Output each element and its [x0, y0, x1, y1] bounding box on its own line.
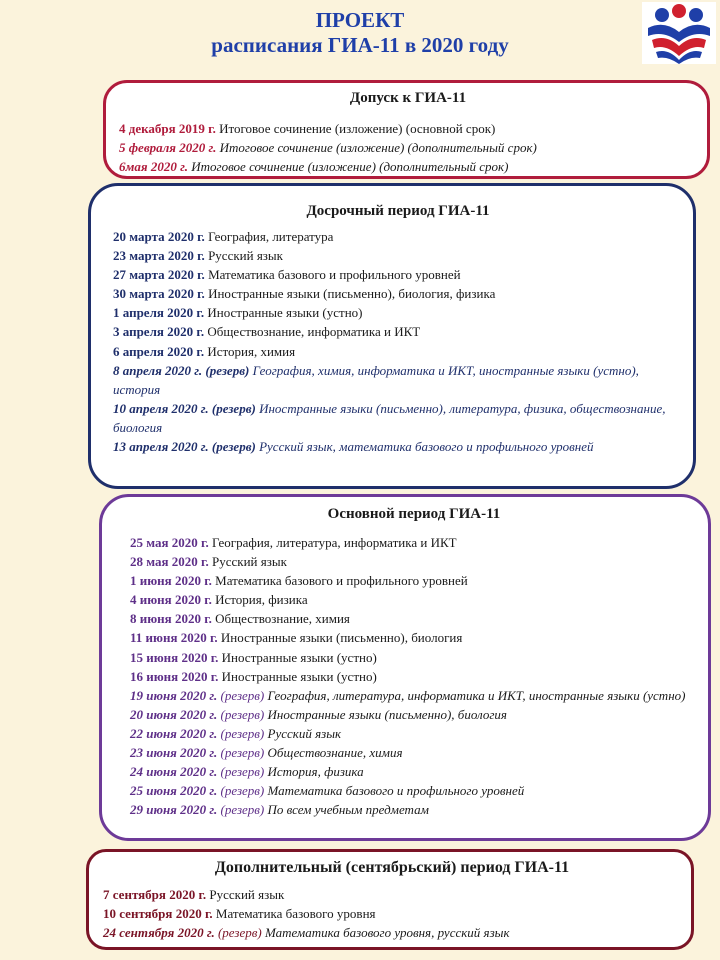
- entry-subjects: Иностранные языки (письменно), биология: [264, 706, 507, 722]
- entry-subjects: Математика базового уровня, русский язык: [261, 925, 510, 941]
- entry-subjects: География, химия, информатика и ИКТ, иностранные языки (устно), история: [113, 362, 639, 397]
- entry-subjects: Иностранные языки (письменно), биология: [217, 630, 463, 646]
- entry-date: 3 апреля 2020 г.: [113, 324, 205, 340]
- schedule-entry: [130, 571, 698, 590]
- admission-list: [119, 119, 697, 176]
- reserve-label: (резерв): [220, 745, 265, 761]
- entry-date: 10 сентября 2020 г.: [103, 906, 213, 922]
- reserve-label: (резерв): [220, 783, 265, 799]
- reserve-entry: [113, 437, 683, 456]
- entry-subjects: Математика базового и профильного уровней: [204, 267, 461, 283]
- entry-date: 11 июня 2020 г.: [130, 630, 218, 646]
- schedule-entry: [113, 303, 683, 322]
- entry-date: 20 июня 2020 г.: [130, 706, 218, 722]
- reserve-entry: [130, 686, 698, 705]
- entry-date: 4 декабря 2019 г.: [119, 121, 216, 136]
- reserve-label: (резерв): [220, 764, 265, 780]
- entry-date: 20 марта 2020 г.: [113, 229, 205, 244]
- entry-date: 28 мая 2020 г.: [130, 554, 209, 570]
- schedule-entry: [113, 342, 683, 361]
- schedule-entry: [119, 157, 697, 176]
- entry-date: 1 июня 2020 г.: [130, 573, 212, 589]
- entry-subjects: По всем учебным предметам: [264, 802, 429, 818]
- entry-subjects: Русский язык, математика базового и профильного уровней: [255, 439, 594, 455]
- schedule-entry: [119, 119, 697, 138]
- reserve-entry: [130, 743, 698, 762]
- entry-date: 25 июня 2020 г.: [130, 783, 218, 799]
- entry-subjects: Иностранные языки (письменно), биология, физика: [204, 286, 496, 302]
- entry-subjects: География, литература, информатика и ИКТ: [208, 535, 457, 550]
- entry-date: 25 мая 2020 г.: [130, 535, 209, 550]
- entry-date: 13 апреля 2020 г. (резерв): [113, 439, 256, 455]
- entry-date: 15 июня 2020 г.: [130, 649, 219, 665]
- reserve-entry: [130, 724, 698, 743]
- reserve-entry: [130, 705, 698, 724]
- entry-subjects: Иностранные языки (письменно), литература, физика, обществознание, биология: [113, 400, 666, 435]
- reserve-label: (резерв): [220, 687, 265, 703]
- entry-date: 10 апреля 2020 г. (резерв): [113, 400, 256, 416]
- early-period-section: [88, 183, 696, 489]
- entry-subjects: Русский язык: [208, 554, 287, 570]
- schedule-entry: [130, 552, 698, 571]
- entry-date: 30 марта 2020 г.: [113, 286, 205, 302]
- entry-date: 6 апреля 2020 г.: [113, 343, 205, 359]
- schedule-entry: [130, 648, 698, 667]
- entry-subjects: География, литература, информатика и ИКТ, иностранные языки (устно): [264, 687, 686, 703]
- entry-subjects: Русский язык: [206, 887, 285, 902]
- entry-date: 6мая 2020 г.: [119, 159, 188, 174]
- reserve-label: (резерв): [220, 802, 265, 818]
- page-title: [0, 8, 720, 58]
- schedule-entry: [103, 885, 681, 904]
- admission-section: [103, 80, 710, 179]
- entry-subjects: Обществознание, информатика и ИКТ: [204, 324, 421, 340]
- september-period-section: [86, 849, 694, 950]
- entry-subjects: Иностранные языки (устно): [218, 668, 377, 684]
- entry-date: 8 апреля 2020 г. (резерв): [113, 362, 250, 378]
- schedule-entry: [130, 590, 698, 609]
- entry-subjects: Математика базового и профильного уровней: [264, 783, 525, 799]
- reserve-entry: [130, 800, 698, 819]
- reserve-entry: [130, 762, 698, 781]
- entry-date: 29 июня 2020 г.: [130, 802, 218, 818]
- title-line-2: расписания ГИА-11 в 2020 году: [211, 33, 509, 57]
- entry-subjects: Обществознание, химия: [211, 611, 350, 627]
- entry-date: 27 марта 2020 г.: [113, 267, 205, 283]
- entry-date: 23 марта 2020 г.: [113, 248, 205, 264]
- entry-date: 23 июня 2020 г.: [130, 745, 218, 761]
- entry-date: 7 сентября 2020 г.: [103, 887, 207, 902]
- main-period-section: [99, 494, 711, 841]
- schedule-entry: [119, 138, 697, 157]
- entry-date: 22 июня 2020 г.: [130, 725, 218, 741]
- schedule-entry: [113, 284, 683, 303]
- reserve-label: (резерв): [217, 925, 262, 941]
- schedule-entry: [103, 904, 681, 923]
- main-period-list: [130, 533, 698, 819]
- reserve-entry: [103, 923, 681, 942]
- september-period-heading: Дополнительный (сентябрьский) период ГИА-11: [214, 859, 570, 876]
- schedule-entry: [113, 246, 683, 265]
- entry-subjects: География, литература: [204, 229, 334, 244]
- early-period-heading: Досрочный период ГИА-11: [306, 203, 490, 219]
- gia-logo-icon: [642, 2, 716, 64]
- entry-subjects: Итоговое сочинение (изложение) (дополнительный срок): [187, 159, 509, 174]
- early-period-list: [113, 227, 683, 456]
- reserve-entry: [113, 361, 683, 399]
- schedule-entry: [113, 265, 683, 284]
- schedule-entry: [130, 533, 698, 552]
- entry-subjects: Математика базового уровня: [212, 906, 376, 922]
- entry-subjects: Итоговое сочинение (изложение) (дополнительный срок): [216, 140, 537, 155]
- admission-heading: Допуск к ГИА-11: [349, 90, 467, 106]
- reserve-entry: [113, 399, 683, 437]
- entry-subjects: История, физика: [211, 592, 308, 608]
- entry-subjects: Иностранные языки (устно): [218, 649, 377, 665]
- reserve-label: (резерв): [220, 706, 265, 722]
- schedule-entry: [113, 322, 683, 341]
- entry-subjects: Иностранные языки (устно): [204, 305, 363, 321]
- schedule-entry: [130, 628, 698, 647]
- entry-subjects: Русский язык: [204, 248, 283, 264]
- schedule-entry: [130, 609, 698, 628]
- entry-date: 4 июня 2020 г.: [130, 592, 212, 608]
- entry-date: 19 июня 2020 г.: [130, 687, 218, 703]
- schedule-entry: [130, 667, 698, 686]
- reserve-entry: [130, 781, 698, 800]
- entry-date: 16 июня 2020 г.: [130, 668, 219, 684]
- entry-subjects: Обществознание, химия: [264, 745, 403, 761]
- entry-date: 24 сентября 2020 г.: [103, 925, 215, 941]
- entry-date: 5 февраля 2020 г.: [119, 140, 217, 155]
- entry-subjects: Итоговое сочинение (изложение) (основной срок): [215, 121, 496, 136]
- entry-date: 1 апреля 2020 г.: [113, 305, 205, 321]
- entry-subjects: История, физика: [264, 764, 364, 780]
- september-period-list: [103, 885, 681, 942]
- schedule-entry: [113, 227, 683, 246]
- reserve-label: (резерв): [220, 725, 265, 741]
- title-line-1: ПРОЕКТ: [315, 8, 405, 32]
- entry-date: 24 июня 2020 г.: [130, 764, 218, 780]
- entry-date: 8 июня 2020 г.: [130, 611, 212, 627]
- entry-subjects: Математика базового и профильного уровней: [211, 573, 468, 589]
- main-period-heading: Основной период ГИА-11: [327, 506, 501, 522]
- entry-subjects: История, химия: [204, 343, 296, 359]
- entry-subjects: Русский язык: [264, 725, 342, 741]
